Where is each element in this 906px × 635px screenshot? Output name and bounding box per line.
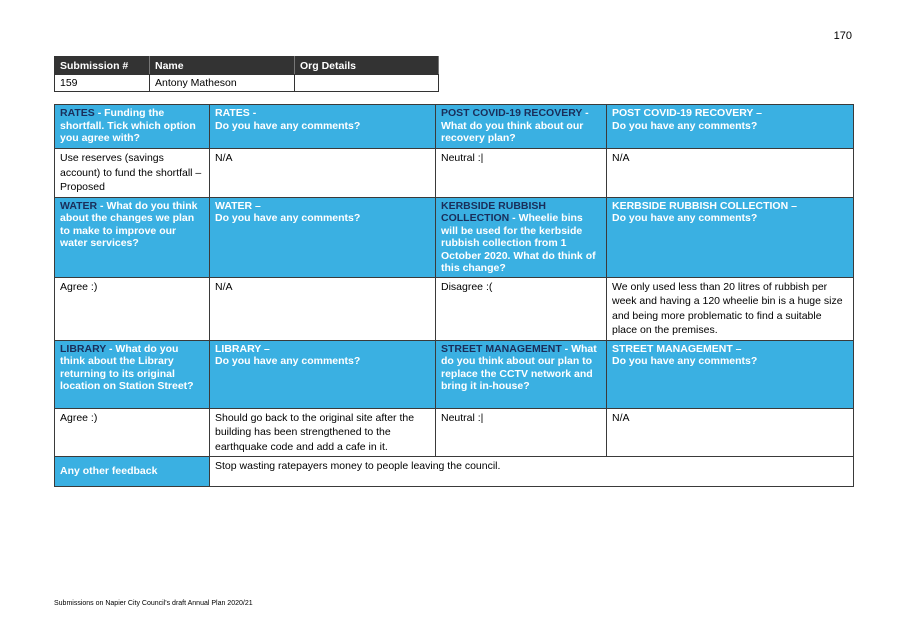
covid-question: POST COVID-19 RECOVERY - What do you think about our recovery plan?	[436, 105, 607, 149]
other-feedback-label: Any other feedback	[55, 457, 210, 487]
answer-row-library-street	[55, 408, 854, 457]
kerbside-comments-question: KERBSIDE RUBBISH COLLECTION – Do you have any comments?	[607, 197, 854, 277]
submission-table	[54, 56, 439, 92]
feedback-table	[54, 104, 854, 487]
library-question: LIBRARY - What do you think about the Library returning to its original location on Station Street?	[55, 340, 210, 408]
street-question: STREET MANAGEMENT - What do you think about our plan to replace the CCTV network and bring it in-house?	[436, 340, 607, 408]
other-feedback-answer: Stop wasting ratepayers money to people leaving the council.	[210, 457, 854, 487]
rates-comments-question: RATES - Do you have any comments?	[210, 105, 436, 149]
submission-row	[55, 75, 439, 92]
covid-answer: Neutral :|	[436, 149, 607, 198]
street-answer: Neutral :|	[436, 408, 607, 457]
water-answer: Agree :)	[55, 277, 210, 340]
page-number: 170	[833, 30, 852, 42]
library-comments-question: LIBRARY – Do you have any comments?	[210, 340, 436, 408]
water-question: WATER - What do you think about the changes we plan to make to improve our water services?	[55, 197, 210, 277]
other-feedback-row	[55, 457, 854, 487]
answer-row-rates-covid	[55, 149, 854, 198]
name-header: Name	[150, 57, 295, 75]
street-comments-answer: N/A	[607, 408, 854, 457]
answer-row-water-kerbside	[55, 277, 854, 340]
library-answer: Agree :)	[55, 408, 210, 457]
submission-number: 159	[55, 75, 150, 92]
submission-header-row	[55, 57, 439, 75]
org-details	[295, 75, 439, 92]
kerbside-question: KERBSIDE RUBBISH COLLECTION - Wheelie bins will be used for the kerbside rubbish collection from 1 October 2020. What do think of this change?	[436, 197, 607, 277]
rates-answer: Use reserves (savings account) to fund the shortfall – Proposed	[55, 149, 210, 198]
water-comments-question: WATER – Do you have any comments?	[210, 197, 436, 277]
street-comments-question: STREET MANAGEMENT – Do you have any comments?	[607, 340, 854, 408]
question-row-library-street	[55, 340, 854, 408]
submission-number-header: Submission #	[55, 57, 150, 75]
rates-question: RATES - Funding the shortfall. Tick which option you agree with?	[55, 105, 210, 149]
question-row-water-kerbside	[55, 197, 854, 277]
question-row-rates-covid	[55, 105, 854, 149]
covid-comments-question: POST COVID-19 RECOVERY – Do you have any comments?	[607, 105, 854, 149]
footer-text: Submissions on Napier City Council's draft Annual Plan 2020/21	[54, 600, 253, 607]
kerbside-answer: Disagree :(	[436, 277, 607, 340]
rates-comments-answer: N/A	[210, 149, 436, 198]
kerbside-comments-answer: We only used less than 20 litres of rubbish per week and having a 120 wheelie bin is a huge size and being more problematic to find a suitable place on the premises.	[607, 277, 854, 340]
submitter-name: Antony Matheson	[150, 75, 295, 92]
covid-comments-answer: N/A	[607, 149, 854, 198]
water-comments-answer: N/A	[210, 277, 436, 340]
library-comments-answer: Should go back to the original site after the building has been strengthened to the earthquake code and add a cafe in it.	[210, 408, 436, 457]
org-details-header: Org Details	[295, 57, 439, 75]
